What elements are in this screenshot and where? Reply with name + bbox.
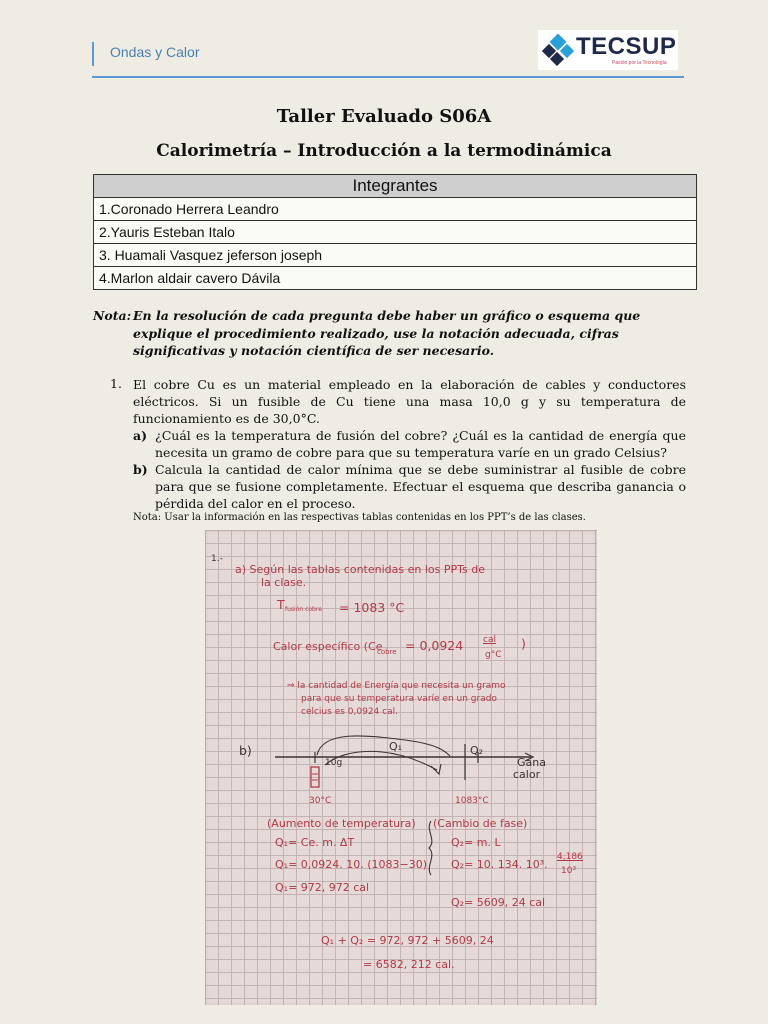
q1-substitution: Q₁= 0,0924. 10. (1083−30) <box>275 858 428 871</box>
member-cell: 4.Marlon aldair cavero Dávila <box>94 267 697 290</box>
question-text: El cobre Cu es un material empleado en la elaboración de cables y conductores eléctricos. Si un fusible de Cu tiene una masa 10,0 g y su temperatura de funcionamiento es de 30,0°C. <box>133 377 686 426</box>
q2-arrow-label: Q₂ <box>470 744 484 757</box>
logo-tagline: Pasión por la Tecnología <box>612 60 667 66</box>
total-heat-result: = 6582, 212 cal. <box>363 958 455 971</box>
q1-arrow-label: Q₁ <box>389 740 403 753</box>
table-header: Integrantes <box>94 175 697 198</box>
logo-text: TECSUP <box>576 33 677 60</box>
table-header-row <box>94 175 697 198</box>
gain-heat-label-1: Gana <box>517 756 546 769</box>
note-text: En la resolución de cada pregunta debe haber un gráfico o esquema que explique el procedimiento realizado, use la notación adecuada, cifras significativas y notación científica de ser necesario. <box>133 308 641 358</box>
table-row <box>94 221 697 244</box>
document-title: Taller Evaluado S06A <box>276 106 492 127</box>
tecsup-logo <box>538 30 678 70</box>
q2-substitution: Q₂= 10. 134. 10³. <box>451 858 548 871</box>
table-row <box>94 244 697 267</box>
specific-heat-value: = 0,0924 <box>405 638 464 653</box>
specific-heat-unit-den: g°C <box>485 650 502 660</box>
member-cell: 1.Coronado Herrera Leandro <box>94 198 697 221</box>
q2-fraction-num: 4,186 <box>557 852 583 862</box>
table-row <box>94 267 697 290</box>
total-heat-sum: Q₁ + Q₂ = 972, 972 + 5609, 24 <box>321 934 494 947</box>
logo-mark-icon <box>542 34 574 66</box>
specific-heat-close: ) <box>521 636 526 651</box>
header-accent-bar <box>92 42 94 66</box>
course-name: Ondas y Calor <box>110 44 200 60</box>
q2-formula: Q₂= m. L <box>451 836 501 849</box>
handwritten-solution-photo <box>205 530 597 1005</box>
reference-note: Nota: Usar la información en las respectivas tablas contenidas en los PPT’s de las clases. <box>133 512 586 523</box>
header-divider <box>92 76 684 78</box>
conclusion-line-3: celcius es 0,0924 cal. <box>301 707 398 717</box>
members-table <box>93 174 697 290</box>
q1-formula: Q₁= Ce. m. ΔT <box>275 836 355 849</box>
page-number: 1.- <box>211 554 223 564</box>
end-temperature: 1083°C <box>455 796 489 806</box>
specific-heat-label: Calor específico (Ce <box>273 640 383 653</box>
heading-temperature-rise: (Aumento de temperatura) <box>267 817 416 830</box>
answer-a-intro: a) Según las tablas contenidas en los PPTs de <box>235 563 485 576</box>
part-text: ¿Cuál es la temperatura de fusión del cobre? ¿Cuál es la cantidad de energía que necesita un gramo de cobre para que su temperatura varíe en un grado Celsius? <box>155 428 686 460</box>
document-subtitle: Calorimetría – Introducción a la termodinámica <box>156 141 612 161</box>
fusion-subscript: fusión cobre <box>285 606 322 613</box>
part-letter: a) <box>133 428 148 443</box>
gain-heat-label-2: calor <box>513 768 541 781</box>
note-label: Nota: <box>93 308 132 323</box>
q1-result: Q₁= 972, 972 cal <box>275 881 370 894</box>
member-cell: 2.Yauris Esteban Italo <box>94 221 697 244</box>
part-text: Calcula la cantidad de calor mínima que se debe suministrar al fusible de cobre para que se fusione completamente. Efectuar el esquema que describa ganancia o pérdida del calor en el proceso. <box>155 462 686 511</box>
specific-heat-unit-num: cal <box>483 635 496 645</box>
q2-fraction-den: 10³ <box>561 866 577 876</box>
instructions-note <box>93 307 703 360</box>
answer-b-label: b) <box>239 743 252 758</box>
q2-result: Q₂= 5609, 24 cal <box>451 896 546 909</box>
start-temperature: 30°C <box>309 796 332 806</box>
answer-a-intro-cont: la clase. <box>261 576 307 589</box>
heading-phase-change: (Cambio de fase) <box>433 817 528 830</box>
part-letter: b) <box>133 462 148 477</box>
question-part-b <box>133 461 686 512</box>
fusion-temperature: = 1083 °C <box>339 600 405 615</box>
member-cell: 3. Huamali Vasquez jeferson joseph <box>94 244 697 267</box>
conclusion-line-2: para que su temperatura varíe en un grado <box>301 694 497 704</box>
table-row <box>94 198 697 221</box>
mass-label: 10g <box>325 758 343 768</box>
specific-heat-subscript: cobre <box>377 648 397 656</box>
question-part-a <box>133 427 686 461</box>
fusion-symbol: T <box>277 597 285 612</box>
question-number: 1. <box>110 376 122 391</box>
conclusion-line-1: ⇒ la cantidad de Energía que necesita un gramo <box>287 681 506 691</box>
